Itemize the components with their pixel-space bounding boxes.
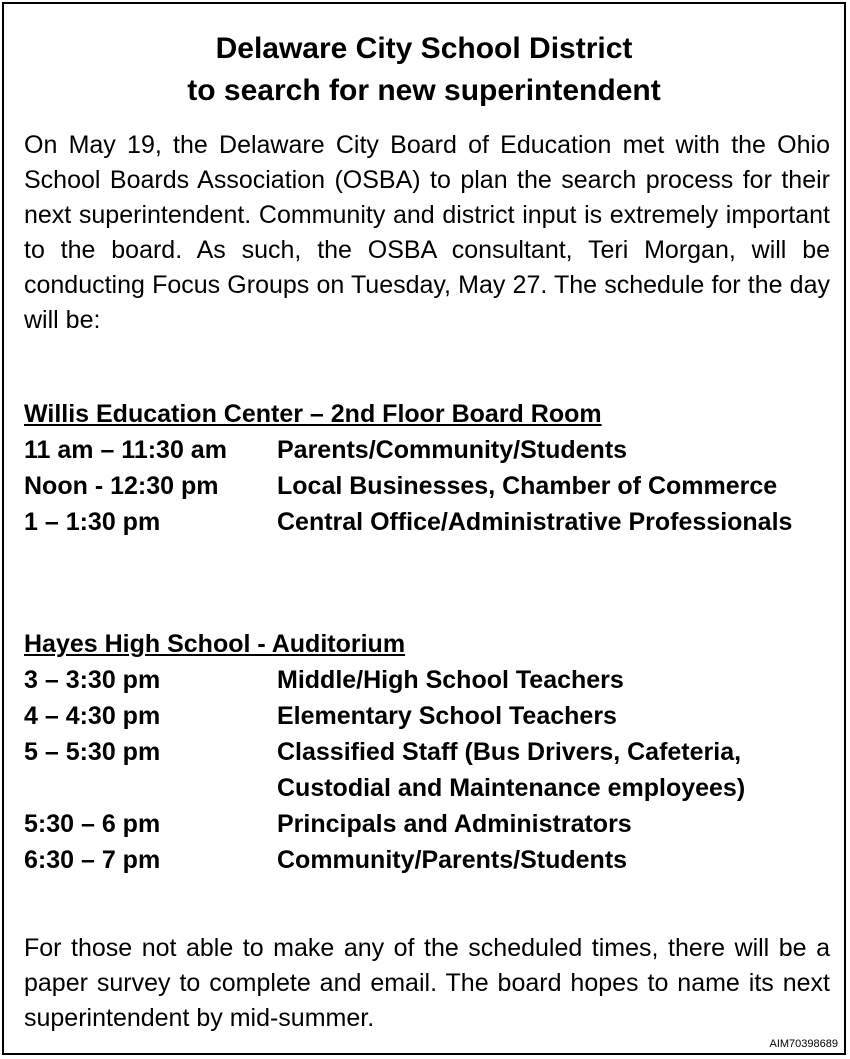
- schedule-group: Community/Parents/Students: [277, 846, 628, 874]
- schedule-time: 1 – 1:30 pm: [24, 508, 161, 536]
- headline: [4, 28, 844, 112]
- section-title-hayes: Hayes High School - Auditorium: [24, 630, 406, 658]
- schedule-row: [24, 806, 830, 842]
- intro-paragraph: On May 19, the Delaware City Board of Education met with the Ohio School Boards Association (OSBA) to plan the search process for their next superintendent. Community and district input is extremely important to the board. As such, the OSBA consultant, Teri Morgan, will be conducting Focus Groups on Tuesday, May 27. The schedule for the day will be:: [24, 131, 830, 334]
- schedule-time: 5 – 5:30 pm: [24, 738, 161, 766]
- headline-line-2: to search for new superintendent: [187, 74, 661, 107]
- schedule-time: 11 am – 11:30 am: [24, 436, 227, 464]
- schedule-time: 3 – 3:30 pm: [24, 666, 161, 694]
- schedule-time: Noon - 12:30 pm: [24, 472, 219, 500]
- ad-id: AIM70398689: [769, 1038, 838, 1050]
- schedule-row: [24, 734, 830, 806]
- schedule-time: 5:30 – 6 pm: [24, 810, 161, 838]
- schedule-row: [24, 698, 830, 734]
- schedule-row: [24, 468, 830, 504]
- schedule-row: [24, 842, 830, 878]
- schedule-group: Classified Staff (Bus Drivers, Cafeteria, Custodial and Maintenance employees): [277, 738, 746, 802]
- schedule-time: 4 – 4:30 pm: [24, 702, 161, 730]
- schedule-section-willis: [24, 396, 830, 540]
- schedule-group: Parents/Community/Students: [277, 436, 628, 464]
- section-title-willis: Willis Education Center – 2nd Floor Board Room: [24, 400, 602, 428]
- schedule-row: [24, 504, 830, 540]
- ad-frame: [2, 2, 846, 1055]
- schedule-group: Principals and Administrators: [277, 810, 632, 838]
- headline-line-1: Delaware City School District: [215, 32, 633, 65]
- schedule-section-hayes: [24, 626, 830, 878]
- schedule-group: Local Businesses, Chamber of Commerce: [277, 472, 778, 500]
- schedule-group: Middle/High School Teachers: [277, 666, 624, 694]
- schedule-group: Central Office/Administrative Professionals: [277, 508, 793, 536]
- schedule-row: [24, 432, 830, 468]
- schedule-group: Elementary School Teachers: [277, 702, 617, 730]
- closing-paragraph: For those not able to make any of the scheduled times, there will be a paper survey to complete and email. The board hopes to name its next superintendent by mid-summer.: [24, 934, 830, 1032]
- schedule-time: 6:30 – 7 pm: [24, 846, 161, 874]
- schedule-row: [24, 662, 830, 698]
